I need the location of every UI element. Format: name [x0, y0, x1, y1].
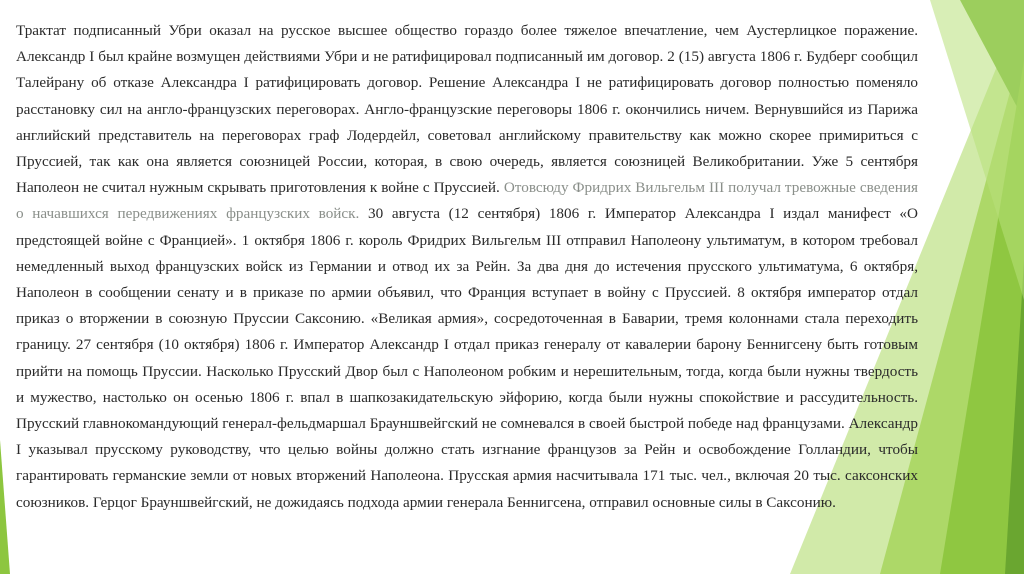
paragraph-part-1: Трактат подписанный Убри оказал на русское высшее общество гораздо более тяжелое впечатление, чем Аустерлицкое поражение. Александр I был крайне возмущен действиями Убри и не ратифицировал подписанный им договор. 2 (15) августа 1806 г. Будберг сообщил Талейрану об отказе Александра I ратифицировать договор. Решение Александра I не ратифицировать договор полностью поменяло расстановку сил на англо-французских переговорах. Англо-французские переговоры 1806 г. окончились ничем. Вернувшийся из Парижа английский представитель на переговорах граф Лодердейл, советовал английскому правительству как можно скорее примириться с Пруссией, так как она является союзницей России, которая, в свою очередь, является союзницей Великобритании. Уже 5 сентября Наполеон не считал нужным скрывать приготовления к войне с Пруссией. — [16, 22, 918, 197]
body-paragraph — [16, 18, 918, 516]
paragraph-part-3: 30 августа (12 сентября) 1806 г. Император Александра I издал манифест «О предстоящей войне с Францией». 1 октября 1806 г. король Фридрих Вильгельм III отправил Наполеону ультиматум, в котором требовал немедленный выход французских войск из Германии и отвод их за Рейн. За два дня до истечения прусского ультиматума, 6 октября, Наполеон в сообщении сенату и в приказе по армии объявил, что Франция вступает в войну с Пруссией. 8 октября император отдал приказ о вторжении в союзную Пруссии Саксонию. «Великая армия», сосредоточенная в Баварии, тремя колоннами стала переходить границу. 27 сентября (10 октября) 1806 г. Император Александр I отдал приказ генералу от кавалерии барону Беннигсену быть готовым прийти на помощь Пруссии. Насколько Прусский Двор был с Наполеоном робким и нерешительным, тогда, когда были нужны твердость и мужество, настолько он осенью 1806 г. впал в шапкозакидательскую эйфорию, когда были нужны спокойствие и рассудительность. Прусский главнокомандующий генерал-фельдмаршал Брауншвейгский не сомневался в своей быстрой победе над французами. Александр I указывал прусскому руководству, что целью войны должно стать изгнание французов за Рейн и освобождение Голландии, чтобы гарантировать германские земли от новых вторжений Наполеона. Прусская армия насчитывала 171 тыс. чел., включая 20 тыс. саксонских союзников. Герцог Брауншвейгский, не дожидаясь подхода армии генерала Беннигсена, отправил основные силы в Саксонию. — [16, 205, 918, 511]
left-green-stripe — [0, 440, 10, 574]
paragraph-part-2-faded: Отовсюду Фридрих Вильгельм III получал тревожные сведения о начавшихся передвижениях французских войск. — [16, 179, 918, 223]
